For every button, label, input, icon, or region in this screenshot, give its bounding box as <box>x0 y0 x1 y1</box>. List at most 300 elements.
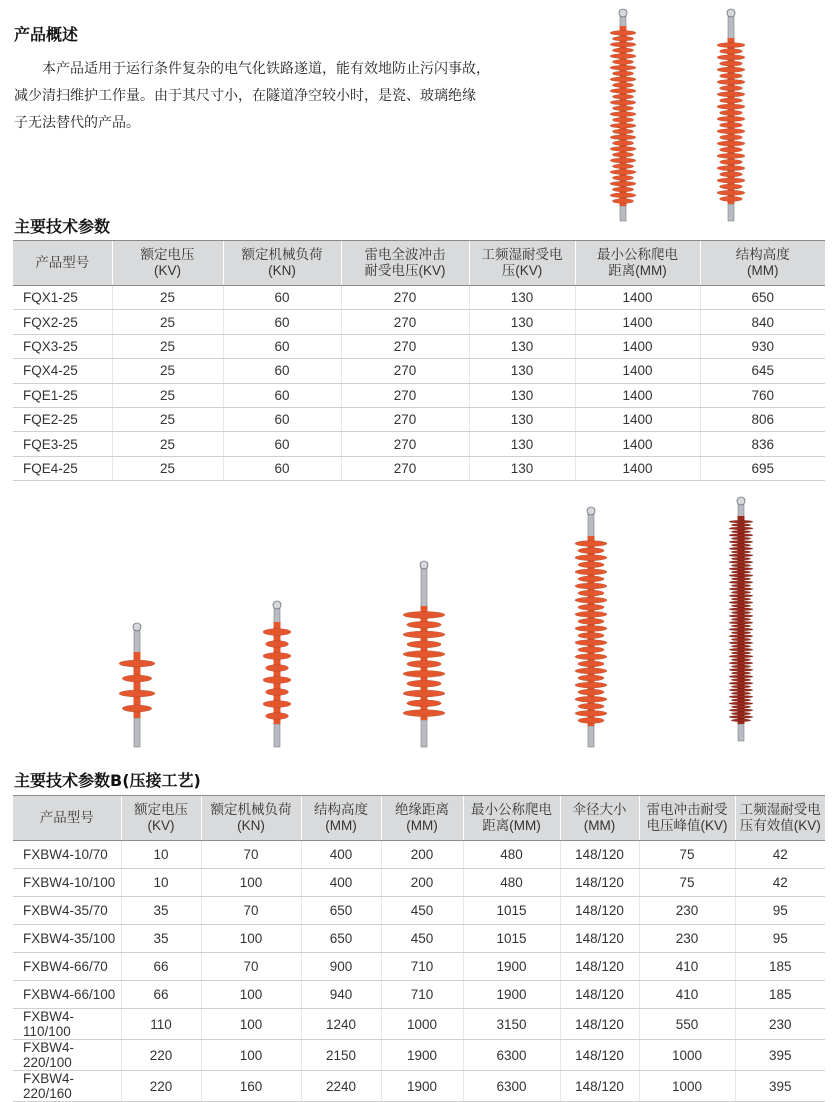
value-cell: 1000 <box>639 1040 735 1071</box>
table-row <box>13 286 825 310</box>
value-cell: 130 <box>469 456 575 480</box>
insulator-shed <box>612 187 633 192</box>
insulator-shed <box>720 147 743 152</box>
model-cell: FQX2-25 <box>13 310 112 334</box>
insulator-shed <box>717 190 745 195</box>
insulator-photo-fqx <box>598 8 648 224</box>
insulator-photo-fqe <box>706 8 756 224</box>
value-cell: 450 <box>381 897 463 925</box>
column-header-line: 雷电全波冲击 <box>364 247 446 262</box>
insulator-shed <box>731 625 751 628</box>
insulator-shed <box>729 675 753 678</box>
insulator-shed <box>729 655 753 658</box>
insulator-shed <box>729 702 753 705</box>
column-header-line: 产品型号 <box>39 810 94 825</box>
insulator-shed <box>731 672 751 675</box>
value-cell: 148/120 <box>560 1071 639 1102</box>
insulator-shed <box>403 690 445 697</box>
column-header <box>381 796 463 841</box>
insulator-shed <box>610 146 636 151</box>
table-row <box>13 925 825 953</box>
insulator-shed <box>717 55 745 60</box>
value-cell: 1900 <box>463 981 560 1009</box>
overview-line: 减少清扫维护工作量。由于其尺寸小，在隧道净空较小时，是瓷、玻璃绝缘 <box>14 88 476 104</box>
insulator-shed <box>729 581 753 584</box>
column-header <box>575 241 700 286</box>
insulator-shed <box>610 100 636 105</box>
column-header <box>201 796 301 841</box>
insulator-shed <box>575 611 607 617</box>
insulator-shed <box>731 665 751 668</box>
value-cell: 60 <box>223 407 341 431</box>
value-cell: 645 <box>700 359 825 383</box>
column-header <box>639 796 735 841</box>
value-cell: 1000 <box>639 1071 735 1102</box>
insulator-shed <box>407 621 441 628</box>
value-cell: 480 <box>463 841 560 869</box>
value-cell: 130 <box>469 383 575 407</box>
value-cell: 1400 <box>575 407 700 431</box>
value-cell: 75 <box>639 869 735 897</box>
insulator-shed <box>717 129 745 134</box>
value-cell: 148/120 <box>560 1009 639 1040</box>
value-cell: 200 <box>381 869 463 897</box>
table-row <box>13 432 825 456</box>
table1-title: 主要技术参数 <box>14 217 111 236</box>
model-cell: FXBW4-35/70 <box>13 897 121 925</box>
value-cell: 130 <box>469 432 575 456</box>
value-cell: 130 <box>469 359 575 383</box>
insulator-shed <box>731 712 751 715</box>
model-cell: FXBW4-110/100 <box>13 1009 121 1040</box>
column-header <box>121 796 201 841</box>
value-cell: 1400 <box>575 310 700 334</box>
value-cell: 270 <box>341 359 469 383</box>
column-header-line: 伞径大小 <box>572 802 627 817</box>
value-cell: 410 <box>639 981 735 1009</box>
insulator-shed <box>263 701 291 708</box>
insulator-shed <box>731 611 751 614</box>
insulator-shed <box>720 122 743 127</box>
value-cell: 66 <box>121 981 201 1009</box>
value-cell: 25 <box>112 359 223 383</box>
insulator-shed <box>729 567 753 570</box>
insulator-shed <box>610 65 636 70</box>
insulator-shed <box>731 551 751 554</box>
insulator-shed <box>612 59 633 64</box>
insulator-shed <box>612 129 633 134</box>
value-cell: 270 <box>341 456 469 480</box>
column-header <box>223 241 341 286</box>
insulator-shed <box>610 170 636 175</box>
insulator-shed <box>575 682 607 688</box>
insulator-shed <box>610 54 636 59</box>
value-cell: 60 <box>223 334 341 358</box>
insulator-shed <box>612 164 633 169</box>
table-row <box>13 869 825 897</box>
value-cell: 270 <box>341 286 469 310</box>
insulator-shed <box>729 716 753 719</box>
overview-line: 子无法替代的产品。 <box>14 115 140 131</box>
insulator-shed <box>403 611 445 618</box>
insulator-shed <box>578 576 604 582</box>
column-header-line: 工频湿耐受电 <box>739 802 821 817</box>
value-cell: 220 <box>121 1040 201 1071</box>
insulator-photo-fxbw4-10 <box>114 622 160 750</box>
column-header <box>463 796 560 841</box>
value-cell: 650 <box>301 925 381 953</box>
value-cell: 1900 <box>463 953 560 981</box>
value-cell: 25 <box>112 456 223 480</box>
value-cell: 60 <box>223 383 341 407</box>
model-cell: FXBW4-220/100 <box>13 1040 121 1071</box>
insulator-shed <box>720 159 743 164</box>
column-header-line: (KV) <box>154 263 181 278</box>
value-cell: 400 <box>301 841 381 869</box>
insulator-shed <box>575 654 607 660</box>
insulator-shed <box>720 172 743 177</box>
model-cell: FXBW4-66/100 <box>13 981 121 1009</box>
value-cell: 220 <box>121 1071 201 1102</box>
insulator-shed <box>729 594 753 597</box>
value-cell: 200 <box>381 841 463 869</box>
insulator-shed <box>731 524 751 527</box>
value-cell: 35 <box>121 925 201 953</box>
insulator-shed <box>575 696 607 702</box>
value-cell: 70 <box>201 841 301 869</box>
insulator-shed <box>729 709 753 712</box>
value-cell: 160 <box>201 1071 301 1102</box>
value-cell: 95 <box>735 925 825 953</box>
value-cell: 450 <box>381 925 463 953</box>
column-header-line: 结构高度 <box>735 247 790 262</box>
insulator-shed <box>731 604 751 607</box>
insulator-shed <box>266 713 289 720</box>
column-header <box>341 241 469 286</box>
value-cell: 710 <box>381 953 463 981</box>
value-cell: 940 <box>301 981 381 1009</box>
value-cell: 185 <box>735 981 825 1009</box>
insulator-shed <box>610 30 636 35</box>
column-header-line: 额定电压 <box>140 247 195 262</box>
value-cell: 25 <box>112 407 223 431</box>
insulator-shed <box>729 641 753 644</box>
column-header-line: (KN) <box>268 263 296 278</box>
insulator-shed <box>717 92 745 97</box>
table2-title: 主要技术参数B(压接工艺) <box>14 771 201 790</box>
insulator-shed <box>717 166 745 171</box>
insulator-shed <box>403 710 445 717</box>
column-header-line: 距离(MM) <box>608 263 667 278</box>
insulator-shed <box>575 668 607 674</box>
insulator-shed <box>731 598 751 601</box>
value-cell: 100 <box>201 1040 301 1071</box>
table-row <box>13 407 825 431</box>
insulator-shed <box>720 196 743 201</box>
insulator-shed <box>729 628 753 631</box>
value-cell: 230 <box>735 1009 825 1040</box>
value-cell: 148/120 <box>560 953 639 981</box>
column-header-line: 绝缘距离 <box>395 802 449 817</box>
insulator-shed <box>717 42 745 47</box>
value-cell: 836 <box>700 432 825 456</box>
value-cell: 60 <box>223 359 341 383</box>
insulator-shed <box>731 564 751 567</box>
model-cell: FQX4-25 <box>13 359 112 383</box>
insulator-shed <box>731 591 751 594</box>
insulator-shed <box>731 699 751 702</box>
insulator-photo-fxbw4-35 <box>254 600 300 750</box>
value-cell: 930 <box>700 334 825 358</box>
model-cell: FXBW4-66/70 <box>13 953 121 981</box>
insulator-shed <box>717 67 745 72</box>
table-row <box>13 456 825 480</box>
value-cell: 395 <box>735 1040 825 1071</box>
model-cell: FQE2-25 <box>13 407 112 431</box>
value-cell: 710 <box>381 981 463 1009</box>
model-cell: FQE4-25 <box>13 456 112 480</box>
insulator-shed <box>610 77 636 82</box>
insulator-shed <box>612 175 633 180</box>
insulator-photo-fxbw4-110 <box>566 506 616 750</box>
insulator-shed <box>729 561 753 564</box>
value-cell: 230 <box>639 925 735 953</box>
table-row <box>13 359 825 383</box>
value-cell: 1240 <box>301 1009 381 1040</box>
value-cell: 695 <box>700 456 825 480</box>
table-row <box>13 310 825 334</box>
insulator-shed <box>407 661 441 668</box>
insulator-shed <box>731 578 751 581</box>
value-cell: 6300 <box>463 1071 560 1102</box>
value-cell: 185 <box>735 953 825 981</box>
column-header-line: 结构高度 <box>314 802 368 817</box>
insulator-shed <box>729 540 753 543</box>
column-header <box>13 796 121 841</box>
model-cell: FQX1-25 <box>13 286 112 310</box>
value-cell: 10 <box>121 841 201 869</box>
column-header-line: (MM) <box>406 818 438 833</box>
insulator-shed <box>731 645 751 648</box>
insulator-shed <box>578 618 604 624</box>
model-cell: FQE3-25 <box>13 432 112 456</box>
column-header-line: (KV) <box>147 818 175 833</box>
insulator-shed <box>263 629 291 636</box>
insulator-shed <box>729 534 753 537</box>
value-cell: 100 <box>201 981 301 1009</box>
insulator-shed <box>717 79 745 84</box>
insulator-shed <box>729 527 753 530</box>
insulator-shed <box>731 652 751 655</box>
column-header-line: 压(KV) <box>501 263 543 278</box>
column-header-line: 耐受电压(KV) <box>364 263 446 278</box>
insulator-shed <box>610 135 636 140</box>
column-header-line: 最小公称爬电 <box>597 247 678 262</box>
column-header-line: 雷电冲击耐受 <box>646 802 728 817</box>
insulator-shed <box>575 640 607 646</box>
model-cell: FXBW4-35/100 <box>13 925 121 953</box>
insulator-shed <box>731 692 751 695</box>
insulator-shed <box>731 685 751 688</box>
insulator-shed <box>731 618 751 621</box>
value-cell: 148/120 <box>560 897 639 925</box>
column-header <box>560 796 639 841</box>
insulator-shed <box>729 601 753 604</box>
insulator-shed <box>720 86 743 91</box>
value-cell: 25 <box>112 383 223 407</box>
insulator-shed <box>731 584 751 587</box>
insulator-shed <box>575 710 607 716</box>
table-row <box>13 1071 825 1102</box>
value-cell: 480 <box>463 869 560 897</box>
insulator-shed <box>578 562 604 568</box>
model-cell: FXBW4-10/100 <box>13 869 121 897</box>
value-cell: 395 <box>735 1071 825 1102</box>
insulator-shed <box>119 690 155 697</box>
table-row <box>13 334 825 358</box>
column-header-line: (MM) <box>583 818 616 833</box>
insulator-shed <box>729 608 753 611</box>
insulator-shed <box>612 48 633 53</box>
insulator-shed <box>729 554 753 557</box>
insulator-shed <box>729 648 753 651</box>
value-cell: 270 <box>341 383 469 407</box>
spec-table-fq <box>13 240 825 481</box>
value-cell: 550 <box>639 1009 735 1040</box>
value-cell: 650 <box>700 286 825 310</box>
value-cell: 1400 <box>575 286 700 310</box>
insulator-shed <box>610 123 636 128</box>
column-header <box>469 241 575 286</box>
value-cell: 900 <box>301 953 381 981</box>
insulator-photo-fxbw4-66 <box>398 560 450 750</box>
insulator-shed <box>407 680 441 687</box>
value-cell: 148/120 <box>560 925 639 953</box>
overview-line: 本产品适用于运行条件复杂的电气化铁路遂道，能有效地防止污闪事故， <box>42 61 490 77</box>
value-cell: 25 <box>112 334 223 358</box>
column-header-line: (MM) <box>747 263 779 278</box>
value-cell: 410 <box>639 953 735 981</box>
value-cell: 1015 <box>463 925 560 953</box>
insulator-shed <box>731 719 751 722</box>
insulator-shed <box>610 158 636 163</box>
column-header-line: 距离(MM) <box>482 818 541 833</box>
model-cell: FXBW4-10/70 <box>13 841 121 869</box>
insulator-shed <box>575 597 607 603</box>
column-header <box>13 241 112 286</box>
insulator-shed <box>717 153 745 158</box>
value-cell: 3150 <box>463 1009 560 1040</box>
insulator-shed <box>122 675 152 682</box>
column-header-line: 最小公称爬电 <box>471 802 552 817</box>
insulator-shed <box>610 42 636 47</box>
insulator-shed <box>729 588 753 591</box>
insulator-shed <box>729 689 753 692</box>
overview-text <box>14 56 534 137</box>
insulator-shed <box>729 635 753 638</box>
insulator-shed <box>612 71 633 76</box>
value-cell: 110 <box>121 1009 201 1040</box>
value-cell: 148/120 <box>560 841 639 869</box>
insulator-shed <box>612 117 633 122</box>
value-cell: 75 <box>639 841 735 869</box>
insulator-shed <box>612 141 633 146</box>
column-header-line: 额定机械负荷 <box>210 802 292 817</box>
insulator-shed <box>731 571 751 574</box>
insulator-shed <box>731 537 751 540</box>
table-row <box>13 841 825 869</box>
value-cell: 1015 <box>463 897 560 925</box>
value-cell: 130 <box>469 310 575 334</box>
value-cell: 100 <box>201 869 301 897</box>
value-cell: 100 <box>201 925 301 953</box>
insulator-shed <box>720 61 743 66</box>
insulator-shed <box>731 631 751 634</box>
insulator-shed <box>578 604 604 610</box>
insulator-shed <box>266 689 289 696</box>
insulator-shed <box>407 641 441 648</box>
value-cell: 60 <box>223 432 341 456</box>
value-cell: 25 <box>112 310 223 334</box>
insulator-shed <box>717 141 745 146</box>
value-cell: 230 <box>639 897 735 925</box>
insulator-shed <box>729 668 753 671</box>
value-cell: 70 <box>201 897 301 925</box>
insulator-shed <box>578 647 604 653</box>
value-cell: 25 <box>112 286 223 310</box>
insulator-shed <box>729 547 753 550</box>
value-cell: 760 <box>700 383 825 407</box>
insulator-shed <box>720 49 743 54</box>
value-cell: 1400 <box>575 359 700 383</box>
value-cell: 95 <box>735 897 825 925</box>
value-cell: 1400 <box>575 456 700 480</box>
insulator-shed <box>731 544 751 547</box>
insulator-shed <box>575 555 607 561</box>
insulator-shed <box>731 705 751 708</box>
value-cell: 1900 <box>381 1040 463 1071</box>
value-cell: 35 <box>121 897 201 925</box>
insulator-shed <box>403 631 445 638</box>
insulator-shed <box>610 193 636 198</box>
insulator-shed <box>403 651 445 658</box>
value-cell: 6300 <box>463 1040 560 1071</box>
insulator-shed <box>720 135 743 140</box>
insulator-shed <box>575 583 607 589</box>
value-cell: 1400 <box>575 383 700 407</box>
value-cell: 400 <box>301 869 381 897</box>
table-row <box>13 953 825 981</box>
value-cell: 100 <box>201 1009 301 1040</box>
column-header-line: 额定机械负荷 <box>241 247 323 262</box>
column-header-line: 压有效值(KV) <box>739 818 821 833</box>
insulator-shed <box>610 88 636 93</box>
insulator-shed <box>578 703 604 709</box>
value-cell: 1000 <box>381 1009 463 1040</box>
insulator-shed <box>612 152 633 157</box>
insulator-shed <box>717 116 745 121</box>
insulator-shed <box>578 675 604 681</box>
insulator-shed <box>578 548 604 554</box>
table-row <box>13 383 825 407</box>
model-cell: FQX3-25 <box>13 334 112 358</box>
column-header-line: 额定电压 <box>134 802 188 817</box>
insulator-shed <box>263 653 291 660</box>
insulator-shed <box>612 106 633 111</box>
insulator-shed <box>578 689 604 695</box>
value-cell: 650 <box>301 897 381 925</box>
insulator-shed <box>729 621 753 624</box>
